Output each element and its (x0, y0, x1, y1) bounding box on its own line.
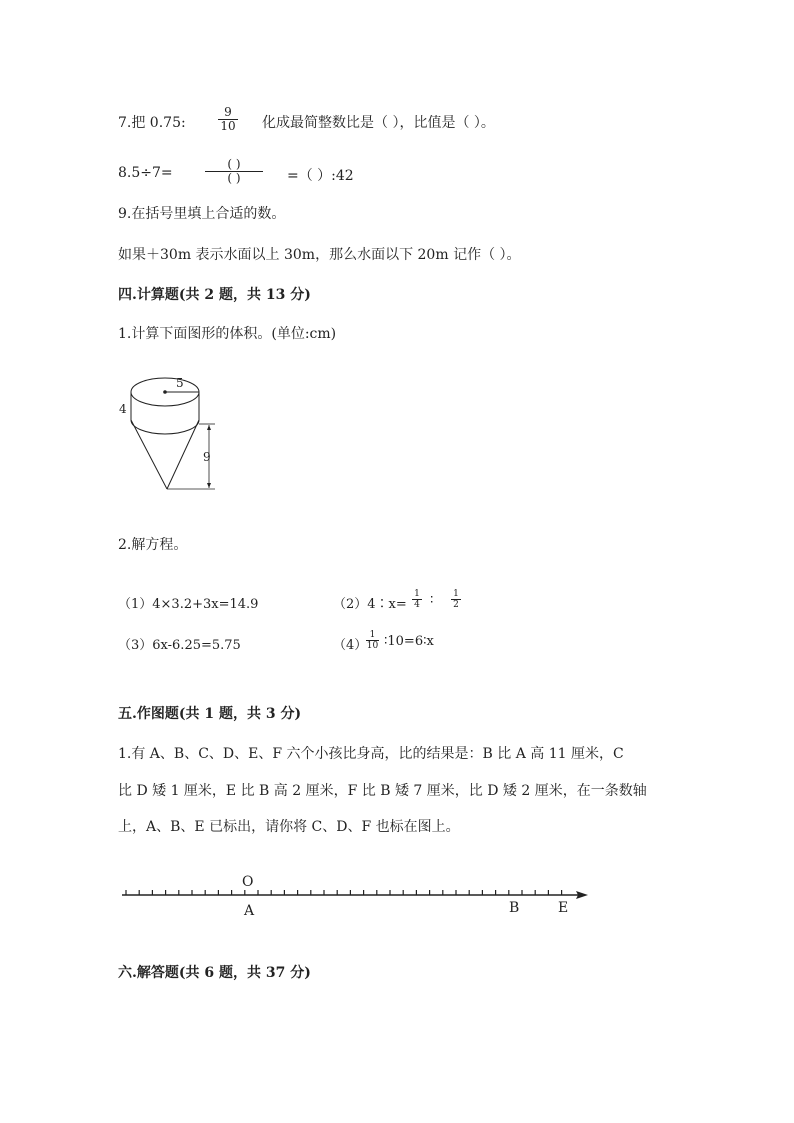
equation-2-fraction-1 (412, 589, 422, 610)
cylinder-cone-figure (112, 368, 222, 496)
q8-fraction (205, 158, 263, 185)
equation-2-colon: ∶ (430, 593, 434, 608)
section6-heading: 六.解答题(共 6 题，共 37 分) (118, 965, 311, 981)
frac-numerator: 1 (369, 630, 376, 640)
q7-text: 化成最简整数比是（ ），比值是（ ）。 (262, 115, 495, 131)
section5-line-1: 1.有 A、B、C、D、E、F 六个小孩比身高，比的结果是：B 比 A 高 11 厘米，C (118, 746, 624, 762)
q8-suffix: =（ ）:42 (287, 168, 354, 184)
cone-left-edge (131, 420, 167, 489)
q7-fraction (218, 106, 238, 133)
section5-heading: 五.作图题(共 1 题，共 3 分) (118, 706, 302, 722)
cone-height-label: 9 (203, 450, 211, 464)
frac-denominator: 10 (366, 641, 379, 651)
equation-4-fraction (366, 630, 379, 651)
q7-frac-numerator: 9 (224, 105, 232, 119)
point-label-a: A (244, 903, 255, 919)
frac-numerator: 1 (453, 589, 459, 599)
frac-numerator: 1 (414, 589, 420, 599)
equation-2-prefix: （2）4∶x= (333, 597, 407, 612)
section4-heading: 四.计算题(共 2 题，共 13 分) (118, 287, 311, 303)
origin-label-o: O (242, 874, 254, 890)
arrow-up-icon (207, 425, 211, 430)
equation-2-fraction-2 (451, 589, 461, 610)
q9-text: 如果＋30m 表示水面以上 30m，那么水面以下 20m 记作（ ）。 (118, 247, 521, 263)
section4-q2: 2.解方程。 (118, 537, 188, 553)
q7-prefix: 7.把 0.75: (118, 115, 186, 131)
point-label-b: B (509, 900, 520, 916)
equation-1: （1）4×3.2+3x=14.9 (118, 597, 259, 612)
arrow-down-icon (207, 483, 211, 488)
point-label-e: E (558, 900, 569, 916)
equation-4-prefix: （4） (333, 638, 368, 653)
equation-3: （3）6x-6.25=5.75 (118, 638, 241, 653)
section5-line-2: 比 D 矮 1 厘米，E 比 B 高 2 厘米，F 比 B 矮 7 厘米，比 D 矮 2 厘米，在一条数轴 (118, 783, 647, 799)
number-line (118, 868, 598, 922)
q8-prefix: 8.5÷7= (118, 165, 173, 181)
cylinder-bottom-ellipse (131, 420, 199, 434)
q8-frac-denominator: ( ) (227, 171, 241, 185)
section4-q1: 1.计算下面图形的体积。(单位:cm) (118, 326, 337, 342)
q9-title: 9.在括号里填上合适的数。 (118, 206, 286, 222)
frac-denominator: 2 (453, 600, 459, 610)
q7-frac-denominator: 10 (220, 119, 236, 133)
cylinder-height-label: 4 (119, 402, 127, 416)
equation-4-suffix: ∶10=6∶x (384, 634, 434, 649)
q8-frac-numerator: ( ) (227, 157, 241, 171)
frac-denominator: 4 (414, 600, 420, 610)
cone-right-edge (167, 420, 199, 489)
section5-line-3: 上，A、B、E 已标出，请你将 C、D、F 也标在图上。 (118, 819, 460, 835)
radius-label: 5 (176, 376, 184, 390)
